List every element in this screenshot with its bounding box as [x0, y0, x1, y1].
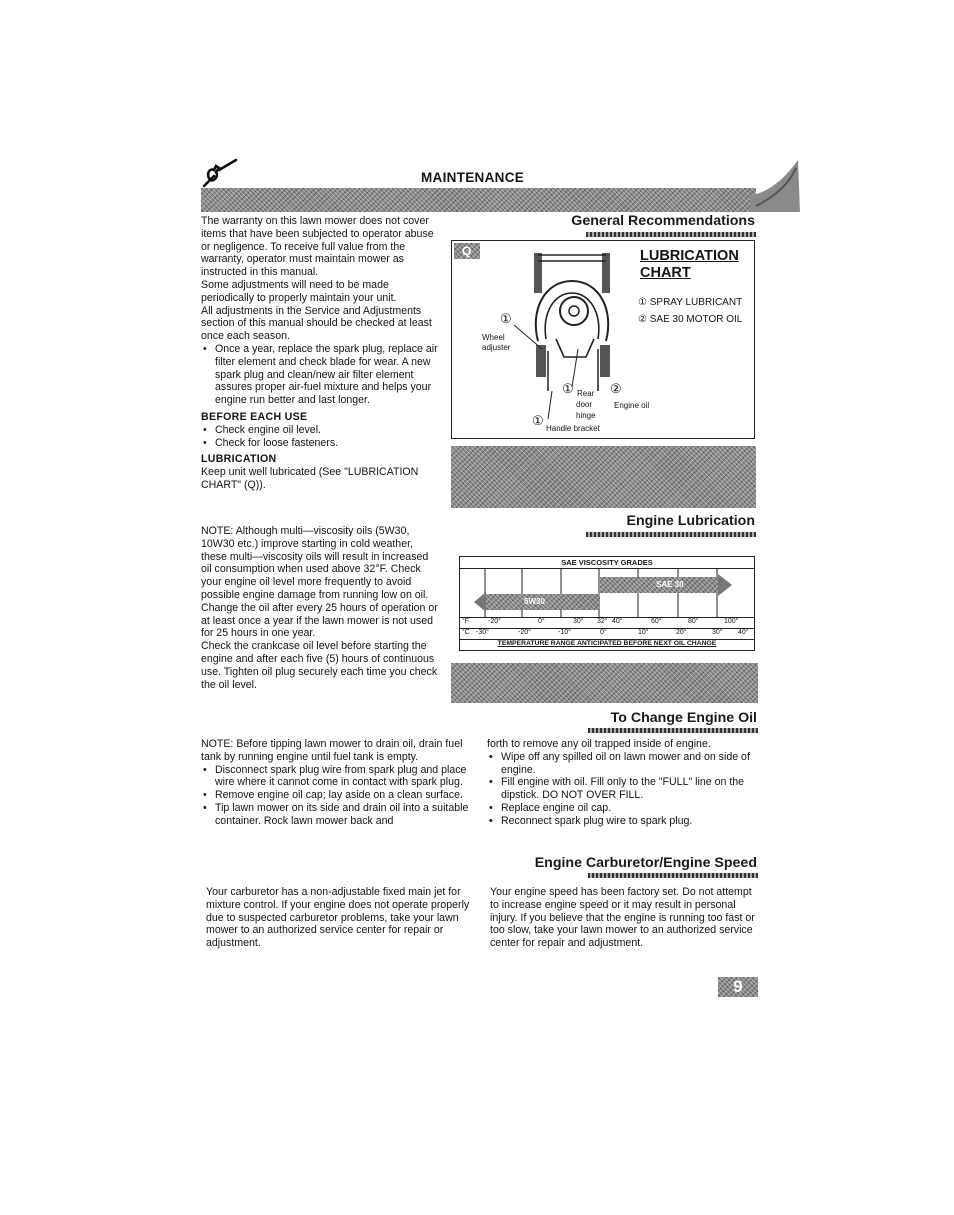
before-each-use-heading: BEFORE EACH USE: [201, 410, 308, 423]
viscosity-chart-caption: TEMPERATURE RANGE ANTICIPATED BEFORE NEXT OIL CHANGE: [497, 640, 717, 647]
intro-column: [201, 215, 441, 492]
list-item: • Tip lawn mower on its side and drain oil into a suitable container. Rock lawn mower back and: [215, 802, 475, 828]
callout-wheel-adjuster-line1: Wheel: [482, 333, 505, 342]
section-rule: [588, 873, 758, 878]
header-band-corner: [750, 160, 800, 212]
oil-check-instructions: Check the crankcase oil level before starting the engine and after each five (5) hours of continuous use. Tighten oil plug securely each time you check the oil level.: [201, 640, 438, 691]
callout-handle-bracket-number: ①: [532, 413, 544, 428]
legend-motor-oil: ② SAE 30 MOTOR OIL: [638, 314, 743, 325]
change-oil-heading: To Change Engine Oil: [610, 710, 757, 726]
continuation-text: forth to remove any oil trapped inside of engine.: [487, 738, 711, 750]
tick-label: 32°: [597, 618, 608, 625]
carburetor-heading: Engine Carburetor/Engine Speed: [534, 855, 757, 871]
callout-engine-oil-number: ②: [610, 381, 622, 396]
carburetor-text: Your carburetor has a non-adjustable fixed main jet for mixture control. If your engine does not operate properly due to suspected carburetor problems, take your lawn mower to an authorized service center for repair or adjustment.: [206, 886, 470, 950]
drain-fuel-note: NOTE: Before tipping lawn mower to drain oil, drain fuel tank by running engine until fuel tank is empty.: [201, 738, 463, 763]
celsius-label: °C: [462, 629, 470, 636]
general-recommendations-heading: General Recommendations: [571, 213, 755, 229]
list-item: • Replace engine oil cap.: [501, 802, 755, 815]
lubrication-heading: LUBRICATION: [201, 453, 277, 466]
tick-label: 20°: [676, 629, 687, 636]
tick-label: -30°: [476, 629, 489, 636]
page-title: MAINTENANCE: [421, 170, 525, 185]
legend-spray-lubricant: ① SPRAY LUBRICANT: [638, 297, 743, 308]
before-each-use-list: [201, 424, 441, 450]
viscosity-chart: [459, 556, 755, 651]
5w30-arrowhead: [474, 592, 486, 612]
diagram-tag: Q: [454, 243, 480, 259]
list-item: • Reconnect spark plug wire to spark plug.: [501, 815, 755, 828]
tick-label: -10°: [558, 629, 571, 636]
fahrenheit-row: [462, 618, 752, 628]
change-oil-left: [201, 738, 475, 828]
tick-label: -20°: [518, 629, 531, 636]
fahrenheit-label: °F: [462, 618, 470, 625]
multi-viscosity-note: NOTE: Although multi—viscosity oils (5W30, 10W30 etc.) improve starting in cold weather, these multi—viscosity oils will result in increased oil consumption when used above 32°F. Check your engine oil level more frequently to avoid possible engine damage from running low on oil.: [201, 525, 429, 601]
warranty-text: The warranty on this lawn mower does not cover items that have been subjected to operator abuse or negligence. To receive full value from the warranty, operator must maintain mower as instructed in this manual.: [201, 215, 434, 279]
sae30-arrowhead: [718, 574, 732, 596]
list-item: • Once a year, replace the spark plug, replace air filter element and check blade for wear. A new spark plug and clean/new air filter element assures proper air-fuel mixture and helps your engine run better and last longer.: [215, 343, 441, 407]
lubrication-diagram-box: [451, 240, 755, 439]
tick-label: 40°: [738, 629, 749, 636]
callout-wheel-adjuster-line2: adjuster: [482, 343, 511, 352]
tick-label: 10°: [638, 629, 649, 636]
section-rule: [586, 232, 756, 237]
sae30-label: SAE 30: [656, 580, 684, 589]
lubrication-chart-title-1: LUBRICATION: [640, 248, 739, 264]
lubrication-text: Keep unit well lubricated (See "LUBRICATION CHART" (Q)).: [201, 466, 419, 491]
header-band: [201, 188, 756, 212]
callout-rear-door-line2: door: [576, 400, 593, 409]
tick-label: 30°: [712, 629, 723, 636]
tick-label: 0°: [538, 618, 545, 625]
page-number: 9: [718, 977, 758, 997]
shaded-band: [451, 663, 758, 703]
change-oil-steps: [201, 764, 475, 828]
list-item: • Disconnect spark plug wire from spark plug and place wire where it cannot come in contact with spark plug.: [215, 764, 475, 790]
shaded-band: [451, 446, 756, 508]
callout-rear-door-number: ①: [562, 381, 574, 396]
adjustments-text: Some adjustments will need to be made periodically to properly maintain your unit.: [201, 278, 397, 304]
list-item: • Check engine oil level.: [215, 424, 441, 437]
tick-label: 30°: [573, 618, 584, 625]
tick-label: 40°: [612, 618, 623, 625]
service-text: All adjustments in the Service and Adjustments section of this manual should be checked at least once each season.: [201, 304, 432, 343]
callout-engine-oil: Engine oil: [614, 401, 650, 410]
list-item: • Fill engine with oil. Fill only to the "FULL" line on the dipstick. DO NOT OVER FILL.: [501, 776, 755, 802]
callout-wheel-adjuster-number: ①: [500, 311, 512, 326]
callout-handle-bracket: Handle bracket: [546, 424, 600, 433]
engine-lubrication-heading: Engine Lubrication: [626, 513, 755, 529]
intro-bullets: [201, 343, 441, 407]
engine-lubrication-text: [201, 525, 441, 691]
5w30-label: 5W30: [524, 597, 545, 606]
tick-label: 100°: [724, 618, 739, 625]
wrench-icon: [200, 158, 240, 190]
change-oil-steps-continued: [487, 751, 755, 828]
tick-label: -20°: [488, 618, 501, 625]
section-rule: [588, 728, 758, 733]
mower-illustration: [452, 241, 632, 438]
list-item: • Remove engine oil cap; lay aside on a clean surface.: [215, 789, 475, 802]
tick-label: 0°: [600, 629, 607, 636]
viscosity-chart-title: SAE VISCOSITY GRADES: [561, 558, 653, 567]
oil-change-interval: Change the oil after every 25 hours of operation or at least once a year if the lawn mower is not used for 25 hours in one year.: [201, 601, 438, 640]
list-item: • Wipe off any spilled oil on lawn mower and on side of engine.: [501, 751, 755, 777]
lubrication-chart-title-2: CHART: [640, 265, 691, 281]
tick-label: 60°: [651, 618, 662, 625]
tick-label: 80°: [688, 618, 699, 625]
celsius-row: [462, 629, 752, 639]
section-rule: [586, 532, 756, 537]
list-item: • Check for loose fasteners.: [215, 437, 441, 450]
callout-rear-door-line3: hinge: [576, 411, 596, 420]
engine-speed-text: Your engine speed has been factory set. Do not attempt to increase engine speed or it may result in personal injury. If you believe that the engine is running too fast or too slow, take your lawn mower to an authorized service center for repair and adjustment.: [490, 886, 755, 950]
callout-rear-door-line1: Rear: [577, 389, 595, 398]
change-oil-right: [487, 738, 755, 828]
